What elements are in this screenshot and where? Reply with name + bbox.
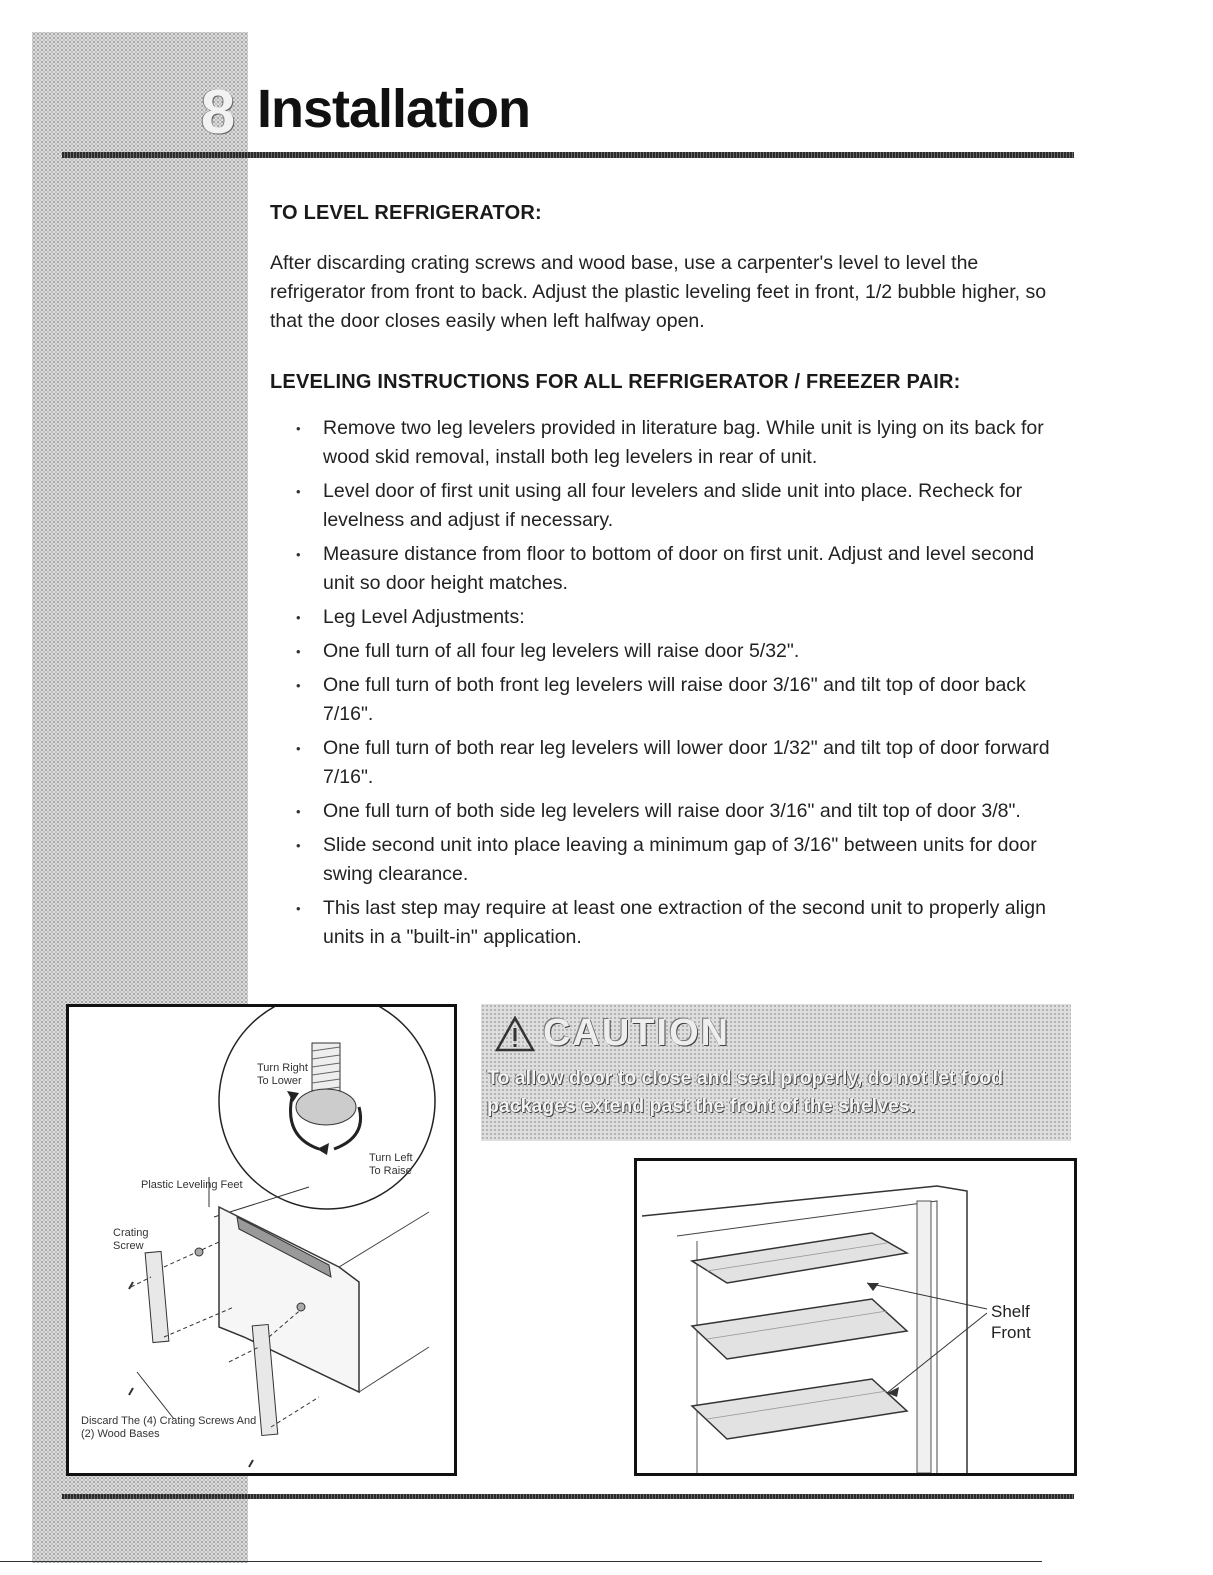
list-item: • Remove two leg levelers provided in literature bag. While unit is lying on its back for wood skid removal, install both leg levelers in rear of unit. xyxy=(296,414,1066,472)
page-title: Installation xyxy=(257,79,531,139)
caution-title: CAUTION xyxy=(543,1012,731,1054)
caution-box xyxy=(481,1004,1071,1141)
list-item: • One full turn of both rear leg levelers will lower door 1/32" and tilt top of door forward 7/16". xyxy=(296,734,1066,792)
pair-steps-list xyxy=(296,414,1066,957)
list-item: • One full turn of all four leg levelers will raise door 5/32". xyxy=(296,637,1066,666)
list-item: • One full turn of both front leg levelers will raise door 3/16" and tilt top of door back 7/16". xyxy=(296,671,1066,729)
leveling-figure xyxy=(66,1004,457,1476)
discard-label: Discard The (4) Crating Screws And (2) Wood Bases xyxy=(81,1415,257,1440)
list-item: • Level door of first unit using all four levelers and slide unit into place. Recheck for levelness and adjust if necessary. xyxy=(296,477,1066,535)
page-edge-line xyxy=(0,1561,1042,1562)
turn-right-label: Turn Right To Lower xyxy=(257,1062,308,1087)
caution-text: To allow door to close and seal properly, do not let food packages extend past the front of the shelves. xyxy=(487,1067,1004,1117)
chapter-number: 8 xyxy=(200,78,236,147)
header-rule xyxy=(62,152,1074,158)
pair-heading: LEVELING INSTRUCTIONS FOR ALL REFRIGERATOR / FREEZER PAIR: xyxy=(270,371,961,393)
plastic-feet-label: Plastic Leveling Feet xyxy=(141,1179,243,1191)
list-item: • One full turn of both side leg levelers will raise door 3/16" and tilt top of door 3/8". xyxy=(296,797,1066,826)
footer-rule xyxy=(62,1494,1074,1499)
list-item: • This last step may require at least one extraction of the second unit to properly align units in a "built-in" application. xyxy=(296,894,1066,952)
list-item: • Measure distance from floor to bottom of door on first unit. Adjust and level second unit so door height matches. xyxy=(296,540,1066,598)
turn-left-label: Turn Left To Raise xyxy=(369,1152,413,1177)
warning-triangle-icon xyxy=(495,1016,535,1052)
level-heading: TO LEVEL REFRIGERATOR: xyxy=(270,202,542,224)
shelf-front-label: Shelf Front xyxy=(991,1302,1031,1342)
crating-screw-label: Crating Screw xyxy=(113,1227,149,1252)
list-item: • Slide second unit into place leaving a minimum gap of 3/16" between units for door swing clearance. xyxy=(296,831,1066,889)
list-item: • Leg Level Adjustments: xyxy=(296,603,1066,632)
shelf-figure xyxy=(634,1158,1077,1476)
level-paragraph: After discarding crating screws and wood base, use a carpenter's level to level the refrigerator from front to back. Adjust the plastic leveling feet in front, 1/2 bubble higher, so that the door closes easily when left halfway open. xyxy=(270,252,1047,332)
